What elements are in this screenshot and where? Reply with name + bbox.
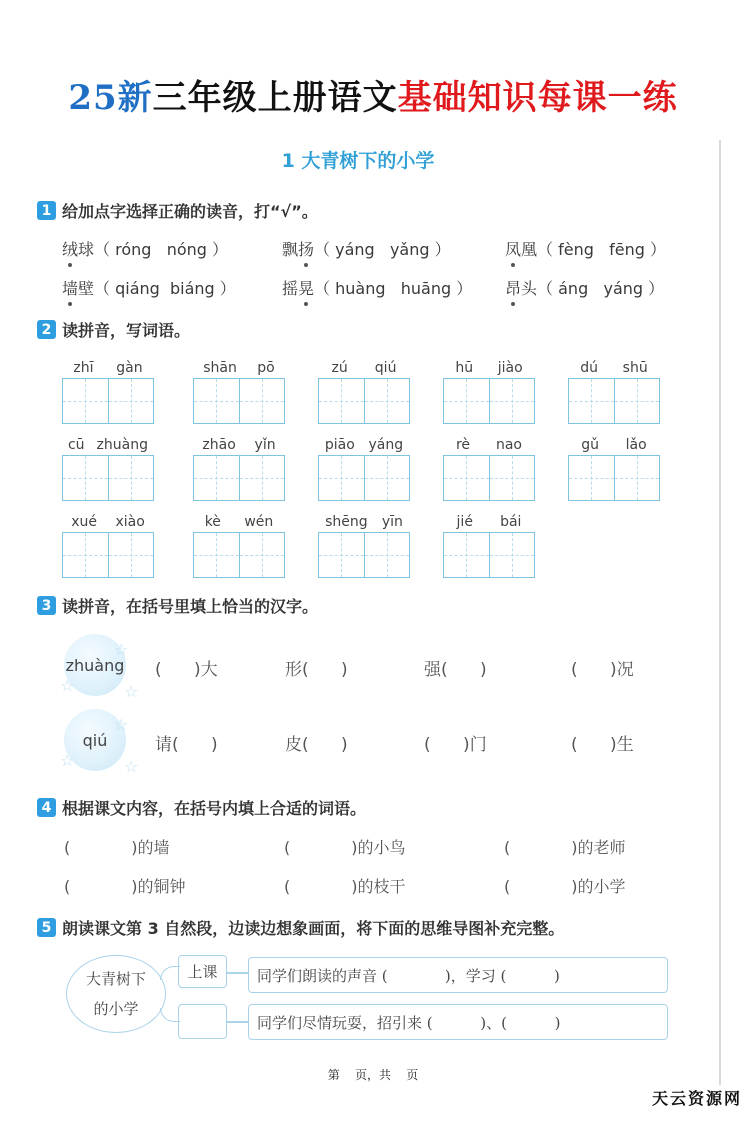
writing-cell[interactable] <box>63 533 108 577</box>
mindmap-center-node <box>66 955 166 1033</box>
pinyin-label <box>318 435 410 455</box>
writing-cell[interactable] <box>239 379 285 423</box>
pinyin-label <box>443 435 535 455</box>
fill-blank[interactable]: ( )的小学 <box>504 877 626 896</box>
pinyin-syllable: pō <box>257 360 275 376</box>
tianzige-grid[interactable] <box>193 455 285 501</box>
tianzige-grid[interactable] <box>443 532 535 578</box>
pinyin-writing-box[interactable] <box>62 358 154 424</box>
pinyin-writing-box[interactable] <box>193 435 285 501</box>
pinyin-syllable: nao <box>495 437 523 453</box>
pinyin-label <box>62 435 154 455</box>
mindmap-connector <box>160 1008 180 1022</box>
pronunciation-item[interactable] <box>505 237 666 260</box>
fill-blank[interactable]: 形( ) <box>285 660 348 680</box>
pinyin-label <box>318 358 410 378</box>
mindmap-connector <box>227 972 249 974</box>
pinyin-label <box>193 435 285 455</box>
pinyin-label <box>443 358 535 378</box>
dotted-char: 墙 <box>62 276 78 299</box>
center-node-line2: 的小学 <box>93 1000 139 1018</box>
tianzige-grid[interactable] <box>193 378 285 424</box>
fill-blank[interactable]: ( )的铜钟 <box>64 877 186 896</box>
writing-cell[interactable] <box>108 456 154 500</box>
writing-cell[interactable] <box>108 533 154 577</box>
pinyin-syllable: shēng <box>325 514 368 530</box>
pinyin-options: （ áng yáng ） <box>537 279 665 298</box>
mindmap-branch-1 <box>178 955 227 988</box>
question-number-badge: 5 <box>37 918 56 937</box>
pronunciation-item[interactable] <box>282 237 451 260</box>
pinyin-syllable: xué <box>71 514 97 530</box>
mindmap-connector <box>227 1021 249 1023</box>
pinyin-syllable: zú <box>331 360 348 376</box>
pinyin-writing-box[interactable] <box>193 512 285 578</box>
leaf-1-text: 同学们朗读的声音 ( )，学习 ( ) <box>257 966 560 985</box>
pinyin-syllable: shān <box>203 360 237 376</box>
dotted-char: 凤 <box>505 237 521 260</box>
writing-cell[interactable] <box>569 379 614 423</box>
tianzige-grid[interactable] <box>318 532 410 578</box>
pinyin-syllable: shū <box>622 360 648 376</box>
pinyin-syllable: jié <box>456 514 473 530</box>
mindmap-connector <box>160 966 180 980</box>
pinyin-syllable: yīn <box>381 514 403 530</box>
pinyin-syllable: cū <box>67 437 85 453</box>
fill-blank[interactable]: ( )大 <box>155 660 218 680</box>
watermark: 天云资源网 <box>652 1089 743 1108</box>
fill-blank[interactable]: ( )生 <box>571 735 634 755</box>
star-icon: ☆ <box>60 751 75 770</box>
writing-cell[interactable] <box>239 456 285 500</box>
pinyin-syllable: yǐn <box>254 437 276 453</box>
char-suffix: 球 <box>78 240 95 259</box>
pinyin-writing-box[interactable] <box>62 435 154 501</box>
writing-cell[interactable] <box>614 456 660 500</box>
question-5-heading <box>37 916 564 939</box>
question-5-instruction: 朗读课文第 3 自然段，边读边想象画面，将下面的思维导图补充完整。 <box>62 919 565 938</box>
page-footer: 第 页，共 页 <box>327 1068 419 1082</box>
pinyin-label <box>193 358 285 378</box>
tianzige-grid[interactable] <box>568 455 660 501</box>
pronunciation-item[interactable] <box>62 276 236 299</box>
pinyin-writing-box[interactable] <box>318 358 410 424</box>
question-4-heading <box>37 796 366 819</box>
pinyin-label <box>568 435 660 455</box>
pinyin-syllable: lǎo <box>625 437 647 453</box>
bubble-pinyin: zhuàng <box>65 655 125 675</box>
tianzige-grid[interactable] <box>318 378 410 424</box>
pinyin-syllable: jiào <box>497 360 523 376</box>
tianzige-grid[interactable] <box>568 378 660 424</box>
pinyin-writing-box[interactable] <box>443 512 535 578</box>
fill-blank[interactable]: ( )的小鸟 <box>284 838 406 857</box>
fill-blank[interactable]: ( )况 <box>571 660 634 680</box>
tianzige-grid[interactable] <box>193 532 285 578</box>
pinyin-label <box>62 358 154 378</box>
pinyin-syllable: qiú <box>374 360 397 376</box>
pinyin-syllable: zhuàng <box>96 437 148 453</box>
pinyin-label <box>193 512 285 532</box>
pinyin-writing-box[interactable] <box>443 358 535 424</box>
dotted-char: 绒 <box>62 237 78 260</box>
fill-blank[interactable]: ( )门 <box>424 735 487 755</box>
char-suffix: 凰 <box>521 240 538 259</box>
writing-cell[interactable] <box>319 456 364 500</box>
writing-cell[interactable] <box>444 379 489 423</box>
page-edge-divider <box>719 140 721 1085</box>
pinyin-writing-box[interactable] <box>193 358 285 424</box>
fill-blank[interactable]: 请( ) <box>155 735 218 755</box>
star-icon: ☆ <box>124 682 139 701</box>
pinyin-syllable: gàn <box>116 360 143 376</box>
banner-year: 25新 <box>68 78 153 118</box>
question-number-badge: 3 <box>37 596 56 615</box>
writing-cell[interactable] <box>319 533 364 577</box>
writing-cell[interactable] <box>444 533 489 577</box>
question-number-badge: 1 <box>37 201 56 220</box>
mindmap-branch-2-blank[interactable] <box>178 1004 227 1039</box>
writing-cell[interactable] <box>569 456 614 500</box>
pronunciation-item[interactable] <box>282 276 472 299</box>
writing-cell[interactable] <box>364 533 410 577</box>
writing-cell[interactable] <box>319 379 364 423</box>
question-2-instruction: 读拼音，写词语。 <box>62 321 191 340</box>
writing-cell[interactable] <box>194 456 239 500</box>
writing-cell[interactable] <box>489 379 535 423</box>
lesson-title: 1 大青树下的小学 <box>281 150 435 172</box>
pinyin-writing-box[interactable] <box>318 512 410 578</box>
writing-cell[interactable] <box>63 379 108 423</box>
star-icon: ☆ <box>114 715 129 734</box>
tianzige-grid[interactable] <box>443 455 535 501</box>
question-3-instruction: 读拼音，在括号里填上恰当的汉字。 <box>62 597 319 616</box>
tianzige-grid[interactable] <box>62 532 154 578</box>
leaf-2-text: 同学们尽情玩耍，招引来 ( )、( ) <box>257 1013 561 1032</box>
pinyin-syllable: zhāo <box>202 437 236 453</box>
writing-cell[interactable] <box>63 456 108 500</box>
center-node-line1: 大青树下 <box>85 970 146 988</box>
writing-cell[interactable] <box>614 379 660 423</box>
star-icon: ☆ <box>60 676 75 695</box>
pronunciation-item[interactable] <box>505 276 664 299</box>
pinyin-syllable: dú <box>580 360 599 376</box>
pinyin-syllable: hū <box>455 360 474 376</box>
fill-blank[interactable]: ( )的墙 <box>64 838 170 857</box>
question-4-instruction: 根据课文内容，在括号内填上合适的词语。 <box>62 799 367 818</box>
writing-cell[interactable] <box>194 379 239 423</box>
pinyin-label <box>318 512 410 532</box>
pinyin-options: （ róng nóng ） <box>94 240 229 259</box>
pinyin-syllable: kè <box>204 514 221 530</box>
pinyin-options: （ huàng huāng ） <box>314 279 473 298</box>
char-suffix: 头 <box>521 279 538 298</box>
document-banner <box>0 74 746 122</box>
star-icon: ☆ <box>114 640 129 659</box>
pinyin-syllable: wén <box>244 514 274 530</box>
fill-blank[interactable]: 皮( ) <box>285 735 348 755</box>
tianzige-grid[interactable] <box>318 455 410 501</box>
tianzige-grid[interactable] <box>443 378 535 424</box>
pinyin-syllable: bái <box>500 514 522 530</box>
pinyin-label <box>443 512 535 532</box>
char-prefix: 飘 <box>282 240 299 259</box>
star-icon: ☆ <box>124 757 139 776</box>
pinyin-options: （ fèng fēng ） <box>537 240 667 259</box>
fill-blank[interactable]: 强( ) <box>424 660 487 680</box>
pinyin-label <box>62 512 154 532</box>
pinyin-label <box>568 358 660 378</box>
bubble-pinyin: qiú <box>82 730 108 750</box>
question-1-instruction: 给加点字选择正确的读音，打“√”。 <box>62 202 318 221</box>
banner-subtitle: 基础知识每课一练 <box>397 78 678 118</box>
pinyin-syllable: rè <box>455 437 471 453</box>
question-3-heading <box>37 594 318 617</box>
pinyin-syllable: piāo <box>324 437 355 453</box>
question-number-badge: 2 <box>37 320 56 339</box>
fill-blank[interactable]: ( )的枝干 <box>284 877 406 896</box>
mindmap-leaf-2[interactable] <box>248 1004 668 1040</box>
question-2-heading <box>37 318 190 341</box>
writing-cell[interactable] <box>364 456 410 500</box>
dotted-char: 扬 <box>298 237 314 260</box>
pinyin-writing-box[interactable] <box>62 512 154 578</box>
writing-cell[interactable] <box>239 533 285 577</box>
pinyin-options: （ qiáng biáng ） <box>94 279 236 298</box>
banner-grade: 三年级上册语文 <box>152 78 398 118</box>
pinyin-syllable: yáng <box>368 437 404 453</box>
writing-cell[interactable] <box>489 533 535 577</box>
dotted-char: 晃 <box>298 276 314 299</box>
pinyin-syllable: gǔ <box>581 437 600 453</box>
mindmap-leaf-1[interactable] <box>248 957 668 993</box>
question-1-heading <box>37 199 318 222</box>
pinyin-syllable: xiào <box>115 514 145 530</box>
writing-cell[interactable] <box>489 456 535 500</box>
writing-cell[interactable] <box>444 456 489 500</box>
pinyin-writing-box[interactable] <box>568 435 660 501</box>
question-number-badge: 4 <box>37 798 56 817</box>
tianzige-grid[interactable] <box>62 455 154 501</box>
char-suffix: 壁 <box>78 279 95 298</box>
tianzige-grid[interactable] <box>62 378 154 424</box>
pinyin-syllable: zhī <box>73 360 94 376</box>
writing-cell[interactable] <box>364 379 410 423</box>
dotted-char: 昂 <box>505 276 521 299</box>
pinyin-writing-box[interactable] <box>443 435 535 501</box>
pinyin-writing-box[interactable] <box>568 358 660 424</box>
writing-cell[interactable] <box>194 533 239 577</box>
pinyin-writing-box[interactable] <box>318 435 410 501</box>
writing-cell[interactable] <box>108 379 154 423</box>
char-prefix: 摇 <box>282 279 299 298</box>
pronunciation-item[interactable] <box>62 237 228 260</box>
pinyin-options: （ yáng yǎng ） <box>314 240 451 259</box>
branch-1-label: 上课 <box>187 963 218 981</box>
fill-blank[interactable]: ( )的老师 <box>504 838 626 857</box>
